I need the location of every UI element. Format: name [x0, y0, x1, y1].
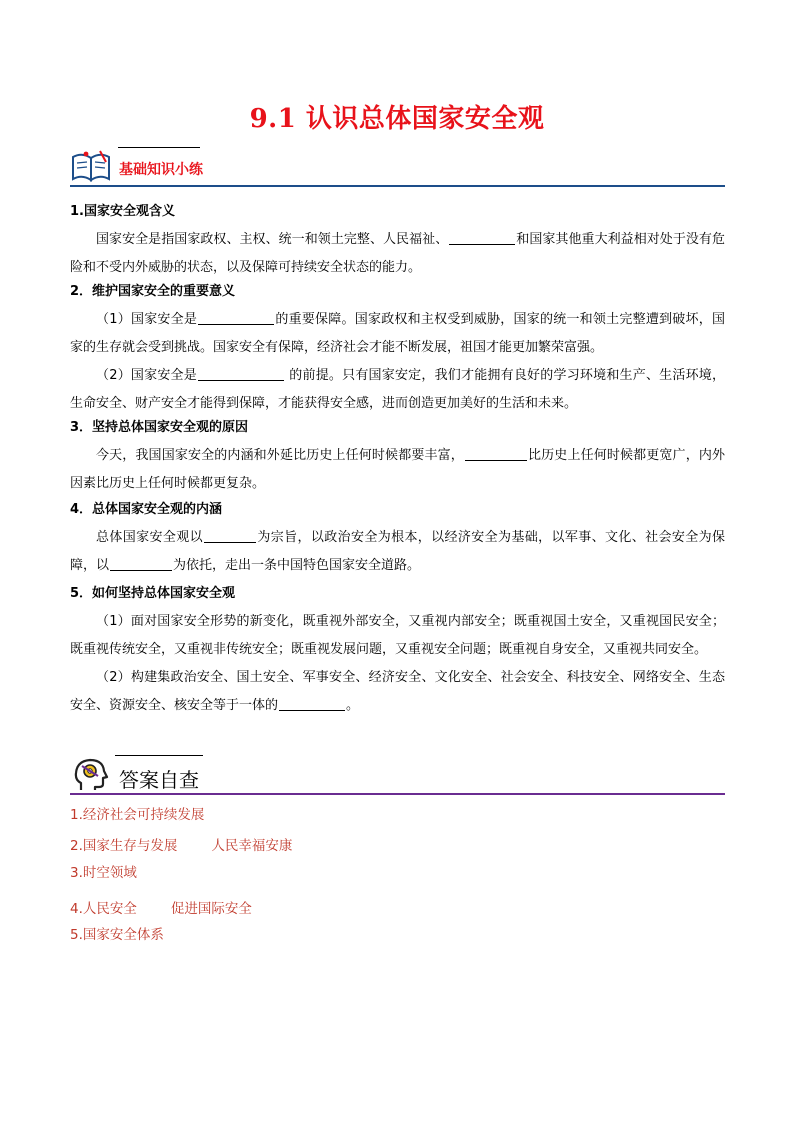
- question-text: 和国家其他重大利益相对处于没有危险和不受内外威胁的状态，以及保障可持续安全状态的能力。: [70, 232, 725, 275]
- question-text: 的前提。只有国家安定，我们才能拥有良好的学习环境和生产、生活环境，生命安全、财产安全才能得到保障，才能获得安全感，进而创造更加美好的生活和未来。: [70, 368, 725, 411]
- question-text: （2）国家安全是: [96, 368, 197, 383]
- question-text: 比历史上任何时候都更宽广，内外因素比历史上任何时候都更复杂。: [70, 448, 725, 491]
- question-1: [70, 198, 725, 282]
- question-title: 3．坚持总体国家安全观的原因: [70, 420, 249, 435]
- answer-blank[interactable]: [198, 365, 284, 381]
- section-label-answers: 答案自查: [119, 768, 199, 792]
- answer-5: 5.国家安全体系: [70, 927, 164, 943]
- answer-text: 人民幸福安康: [211, 838, 293, 854]
- question-paragraph: [70, 664, 725, 720]
- question-title: 2．维护国家安全的重要意义: [70, 284, 236, 299]
- page-title: 9.1 认识总体国家安全观: [249, 104, 545, 134]
- question-text: （1）国家安全是: [96, 312, 198, 327]
- section-label-practice: 基础知识小练: [119, 162, 203, 178]
- question-paragraph: [70, 524, 725, 580]
- answer-blank[interactable]: [198, 309, 274, 325]
- question-title: 4．总体国家安全观的内涵: [70, 502, 223, 517]
- question-text: 为依托，走出一条中国特色国家安全道路。: [173, 558, 421, 573]
- answer-blank[interactable]: [279, 695, 345, 711]
- question-paragraph: [70, 442, 725, 498]
- book-icon: [70, 149, 112, 183]
- question-paragraph: [70, 306, 725, 362]
- answer-2: [70, 834, 292, 854]
- section-rule: [70, 185, 725, 187]
- answer-blank[interactable]: [110, 555, 172, 571]
- question-text: 为宗旨，以政治安全为根本，以经济安全为基础，以军事、文化、社会安全为保障，以: [70, 530, 725, 573]
- answer-blank[interactable]: [204, 527, 256, 543]
- section-rule: [70, 793, 725, 795]
- question-paragraph: （1）面对国家安全形势的新变化，既重视外部安全，又重视内部安全；既重视国土安全，又重视国民安全；既重视传统安全，又重视非传统安全；既重视发展问题，又重视安全问题；既重视自身安全，又重视共同安全。: [70, 614, 725, 657]
- answer-text: 2.国家生存与发展: [70, 838, 178, 854]
- question-text: 。: [346, 698, 360, 713]
- answer-text: 促进国际安全: [170, 901, 252, 917]
- answer-1: 1.经济社会可持续发展: [70, 807, 205, 823]
- question-text: 的重要保障。国家政权和主权受到威胁，国家的统一和领土完整遭到破坏，国家的生存就会受到挑战。国家安全有保障，经济社会才能不断发展，祖国才能更加繁荣富强。: [70, 312, 725, 355]
- question-2: [70, 278, 725, 418]
- question-4: [70, 496, 725, 580]
- question-title: 5．如何坚持总体国家安全观: [70, 586, 236, 601]
- answer-blank[interactable]: [465, 445, 527, 461]
- question-title: 1.国家安全观含义: [70, 204, 175, 219]
- header-top-line: [118, 147, 200, 148]
- head-gear-icon: [72, 756, 110, 794]
- section-header-practice: [70, 143, 725, 189]
- header-top-line: [115, 755, 203, 756]
- question-paragraph: [70, 226, 725, 282]
- answer-text: 4.人民安全: [70, 901, 137, 917]
- question-5: [70, 580, 725, 720]
- answer-3: 3.时空领域: [70, 865, 137, 881]
- answer-blank[interactable]: [449, 229, 515, 245]
- section-header-answers: [70, 752, 725, 796]
- answer-4: [70, 897, 252, 917]
- question-text: 总体国家安全观以: [96, 530, 203, 545]
- question-text: 今天，我国国家安全的内涵和外延比历史上任何时候都要丰富，: [96, 448, 464, 463]
- question-text: （2）构建集政治安全、国土安全、军事安全、经济安全、文化安全、社会安全、科技安全、网络安全、生态安全、资源安全、核安全等于一体的: [70, 670, 725, 713]
- question-3: [70, 414, 725, 498]
- question-paragraph: [70, 362, 725, 418]
- question-text: 国家安全是指国家政权、主权、统一和领土完整、人民福祉、: [96, 232, 449, 247]
